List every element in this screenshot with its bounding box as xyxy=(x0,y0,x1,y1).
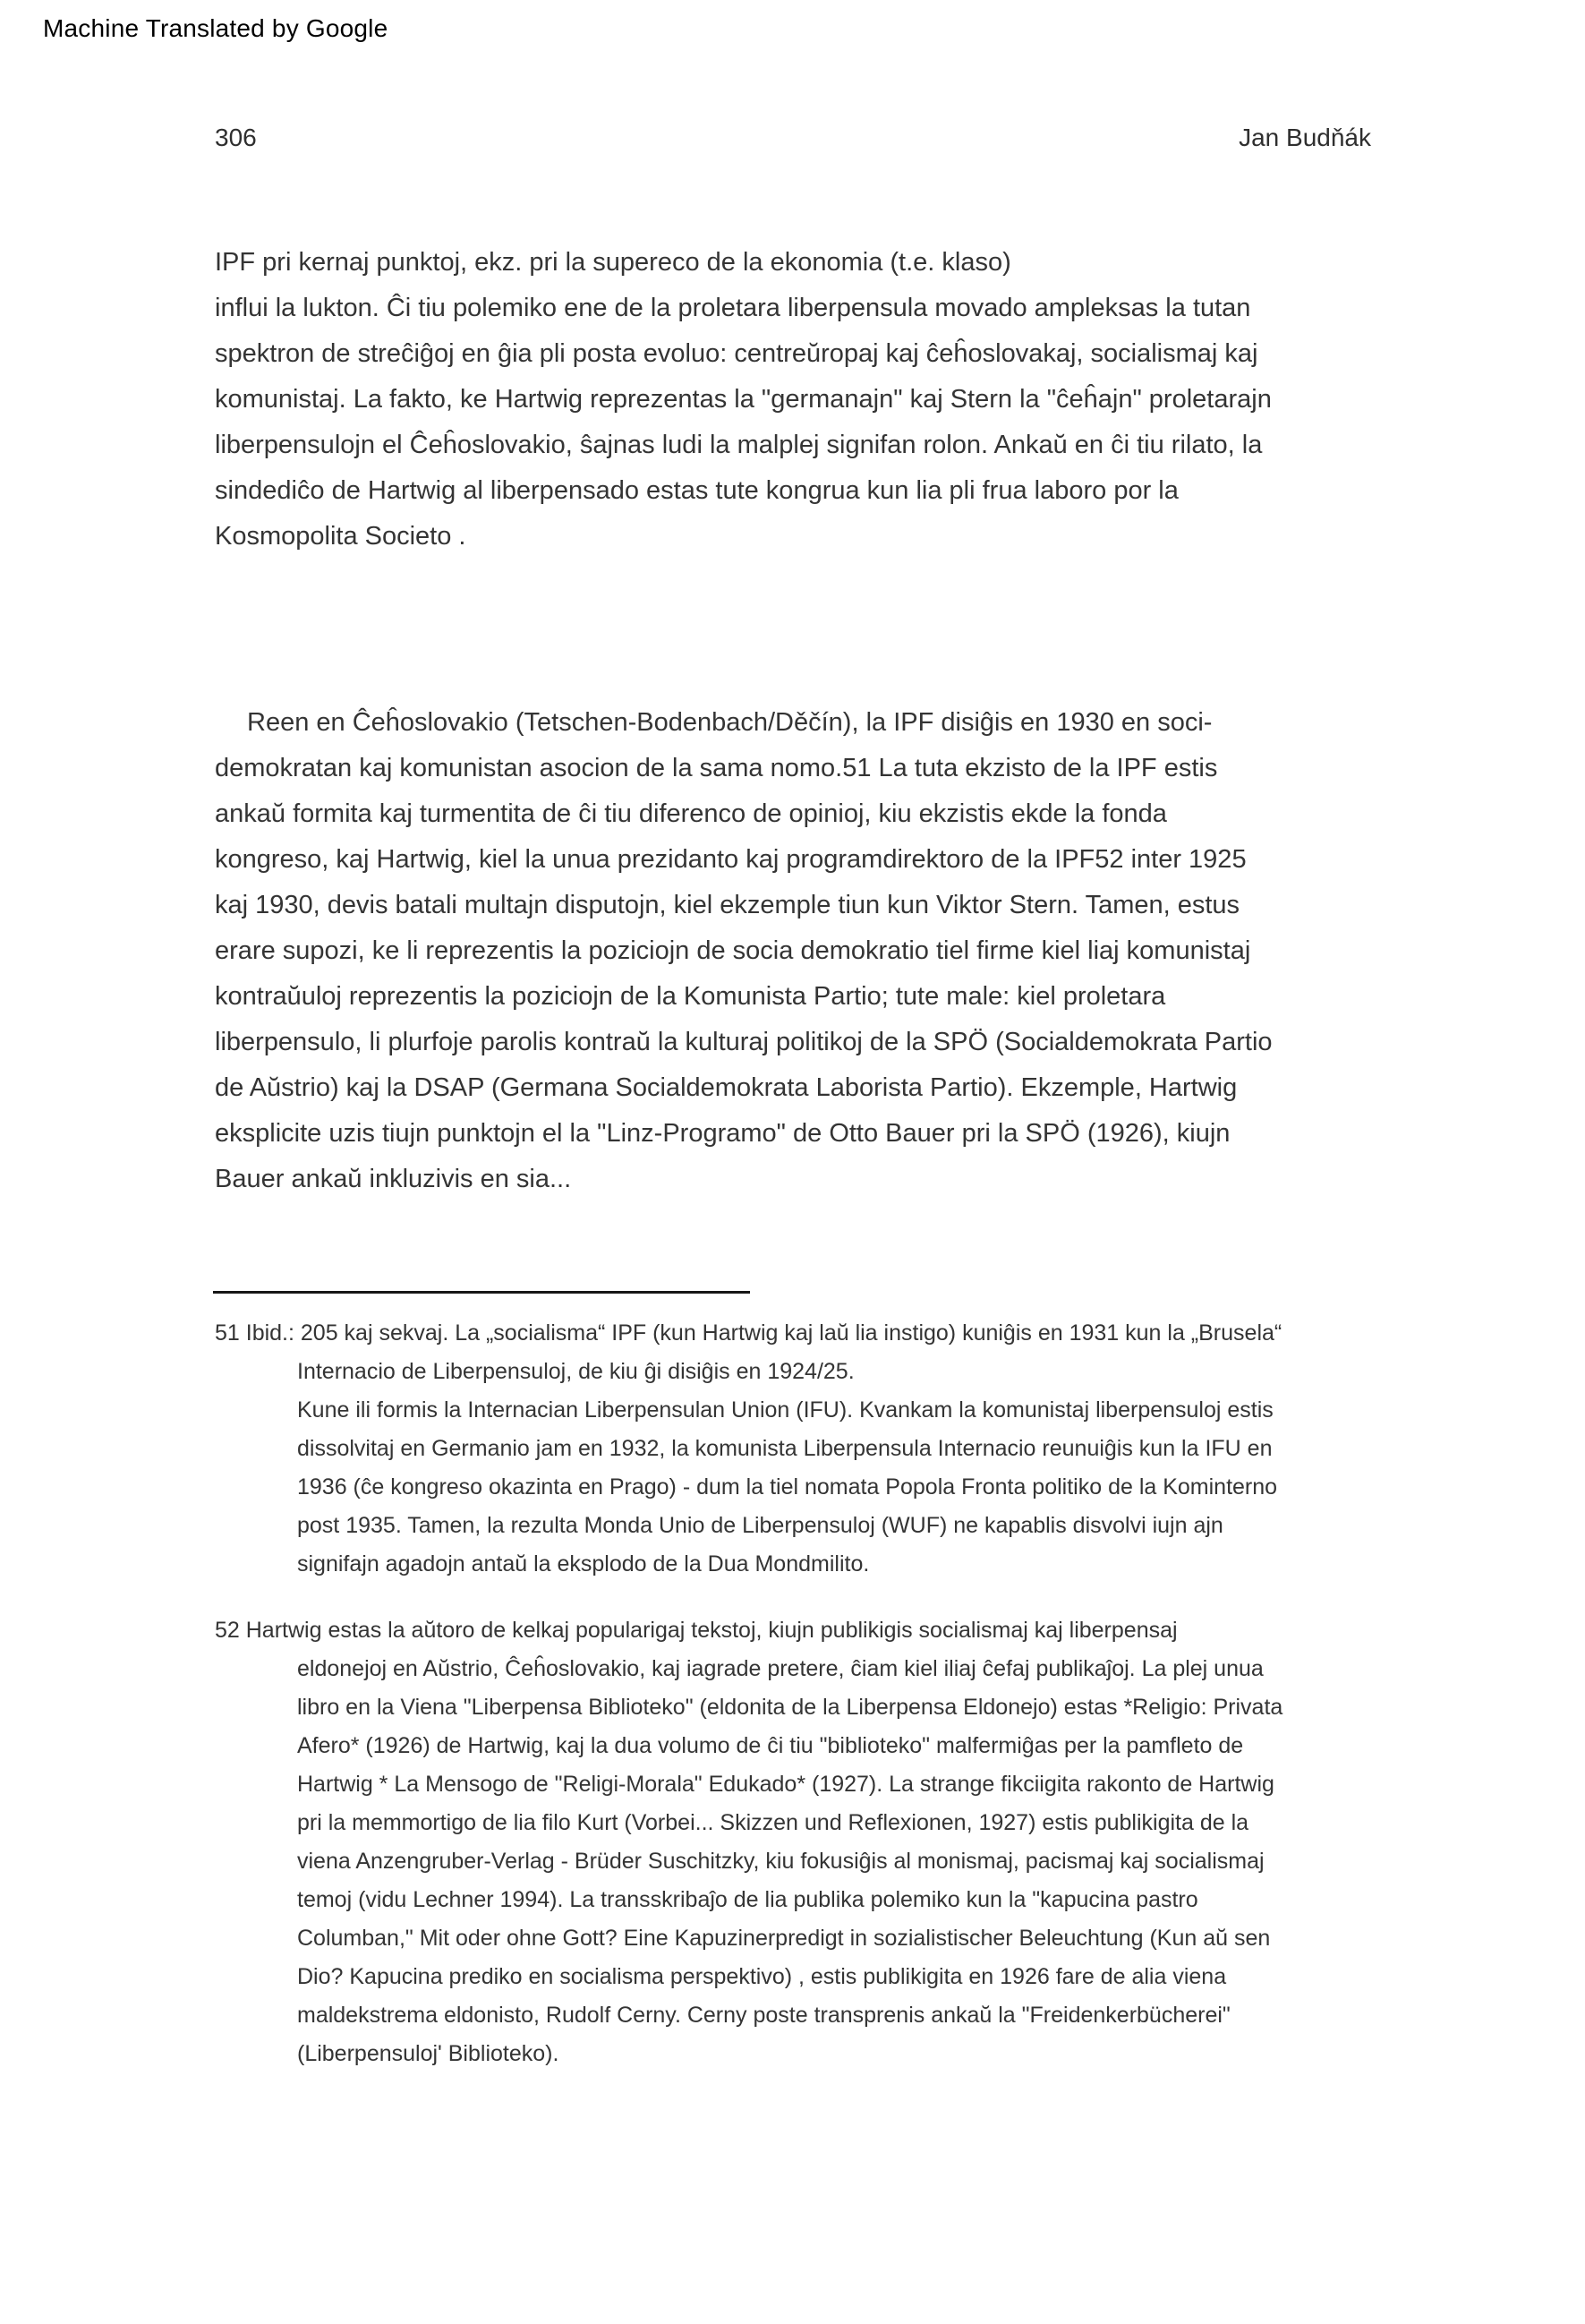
text-line: ankaŭ formita kaj turmentita de ĉi tiu diferenco de opinioj, kiu ekzistis ekde la fonda xyxy=(215,799,1167,828)
text-line: temoj (vidu Lechner 1994). La transskribaĵo de lia publika polemiko kun la "kapucina pastro xyxy=(297,1887,1198,1912)
text-line: 51 Ibid.: 205 kaj sekvaj. La „socialisma“ IPF (kun Hartwig kaj laŭ lia instigo) kuniĝis en 1931 kun la „Brusela“ xyxy=(215,1320,1282,1346)
footnote-52 xyxy=(215,1611,1282,2073)
text-line: demokratan kaj komunistan asocion de la sama nomo.51 La tuta ekzisto de la IPF estis xyxy=(215,754,1218,782)
text-line: maldekstrema eldonisto, Rudolf Cerny. Cerny poste transprenis ankaŭ la "Freidenkerbücherei" xyxy=(297,2003,1231,2028)
text-line: eldonejoj en Aŭstrio, Ĉeĥoslovakio, kaj iagrade pretere, ĉiam kiel iliaj ĉefaj publikaĵoj. La plej unua xyxy=(297,1656,1264,1681)
text-line: dissolvitaj en Germanio jam en 1932, la komunista Liberpensula Internacio reunuiĝis kun la IFU en xyxy=(297,1436,1273,1461)
body-paragraph-1 xyxy=(215,240,1272,560)
text-line: IPF pri kernaj punktoj, ekz. pri la supereco de la ekonomia (t.e. klaso) xyxy=(215,248,1011,277)
text-line: post 1935. Tamen, la rezulta Monda Unio de Liberpensuloj (WUF) ne kapablis disvolvi iujn ajn xyxy=(297,1513,1223,1538)
text-line: de Aŭstrio) kaj la DSAP (Germana Socialdemokrata Laborista Partio). Ekzemple, Hartwig xyxy=(215,1073,1238,1102)
text-line: libro en la Viena "Liberpensa Biblioteko" (eldonita de la Liberpensa Eldonejo) estas *Religio: Privata xyxy=(297,1695,1283,1720)
text-line: influi la lukton. Ĉi tiu polemiko ene de la proletara liberpensula movado ampleksas la tutan xyxy=(215,294,1251,322)
text-line: kaj 1930, devis batali multajn disputojn, kiel ekzemple tiun kun Viktor Stern. Tamen, estus xyxy=(215,891,1240,919)
page-number: 306 xyxy=(215,124,257,151)
text-line: Afero* (1926) de Hartwig, kaj la dua volumo de ĉi tiu "biblioteko" malfermiĝas per la pamfleto de xyxy=(297,1733,1244,1758)
text-line: Kosmopolita Societo . xyxy=(215,522,466,551)
text-line: liberpensulojn el Ĉeĥoslovakio, ŝajnas ludi la malplej signifan rolon. Ankaŭ en ĉi tiu rilato, la xyxy=(215,431,1263,459)
text-line: Kune ili formis la Internacian Liberpensulan Union (IFU). Kvankam la komunistaj liberpensuloj estis xyxy=(297,1397,1274,1423)
page-header xyxy=(215,124,1371,152)
text-line: Internacio de Liberpensuloj, de kiu ĝi disiĝis en 1924/25. xyxy=(297,1359,855,1384)
machine-translated-banner: Machine Translated by Google xyxy=(43,14,388,42)
text-line: Hartwig * La Mensogo de "Religi-Morala" Edukado* (1927). La strange fikciigita rakonto de Hartwig xyxy=(297,1772,1274,1797)
text-line: erare supozi, ke li reprezentis la poziciojn de socia demokratio tiel firme kiel liaj komunistaj xyxy=(215,936,1251,965)
text-line: komunistaj. La fakto, ke Hartwig reprezentas la "germanajn" kaj Stern la "ĉeĥajn" proletarajn xyxy=(215,385,1272,414)
text-line: kongreso, kaj Hartwig, kiel la unua prezidanto kaj programdirektoro de la IPF52 inter 1925 xyxy=(215,845,1247,874)
text-line: pri la memmortigo de lia filo Kurt (Vorbei... Skizzen und Reflexionen, 1927) estis publikigita de la xyxy=(297,1810,1249,1835)
text-line: Dio? Kapucina prediko en socialisma perspektivo) , estis publikigita en 1926 fare de alia viena xyxy=(297,1964,1227,1989)
text-line: Bauer ankaŭ inkluzivis en sia... xyxy=(215,1165,572,1193)
text-line: viena Anzengruber-Verlag - Brüder Suschitzky, kiu fokusiĝis al monismaj, pacismaj kaj socialismaj xyxy=(297,1849,1265,1874)
text-line: 52 Hartwig estas la aŭtoro de kelkaj popularigaj tekstoj, kiujn publikigis socialismaj kaj liberpensaj xyxy=(215,1618,1178,1643)
footnote-separator-rule xyxy=(213,1291,750,1294)
text-line: kontraŭuloj reprezentis la poziciojn de la Komunista Partio; tute male: kiel proletara xyxy=(215,982,1166,1011)
text-line: eksplicite uzis tiujn punktojn el la "Linz-Programo" de Otto Bauer pri la SPÖ (1926), kiujn xyxy=(215,1119,1231,1148)
text-line: Reen en Ĉeĥoslovakio (Tetschen-Bodenbach/Děčín), la IPF disiĝis en 1930 en soci- xyxy=(247,708,1213,737)
text-line: (Liberpensuloj' Biblioteko). xyxy=(297,2041,559,2066)
text-line: Columban," Mit oder ohne Gott? Eine Kapuzinerpredigt in sozialistischer Beleuchtung (Kun aŭ sen xyxy=(297,1926,1271,1951)
author-name: Jan Budňák xyxy=(1239,124,1371,151)
body-paragraph-2 xyxy=(215,700,1273,1202)
text-line: liberpensulo, li plurfoje parolis kontraŭ la kulturaj politikoj de la SPÖ (Socialdemokrata Partio xyxy=(215,1028,1273,1056)
text-line: 1936 (ĉe kongreso okazinta en Prago) - dum la tiel nomata Popola Fronta politiko de la Kominterno xyxy=(297,1474,1278,1499)
text-line: signifajn agadojn antaŭ la eksplodo de la Dua Mondmilito. xyxy=(297,1551,870,1576)
footnote-51 xyxy=(215,1314,1282,1584)
text-line: spektron de streĉiĝoj en ĝia pli posta evoluo: centreŭropaj kaj ĉeĥoslovakaj, socialismaj kaj xyxy=(215,339,1258,368)
text-line: sindediĉo de Hartwig al liberpensado estas tute kongrua kun lia pli frua laboro por la xyxy=(215,476,1179,505)
